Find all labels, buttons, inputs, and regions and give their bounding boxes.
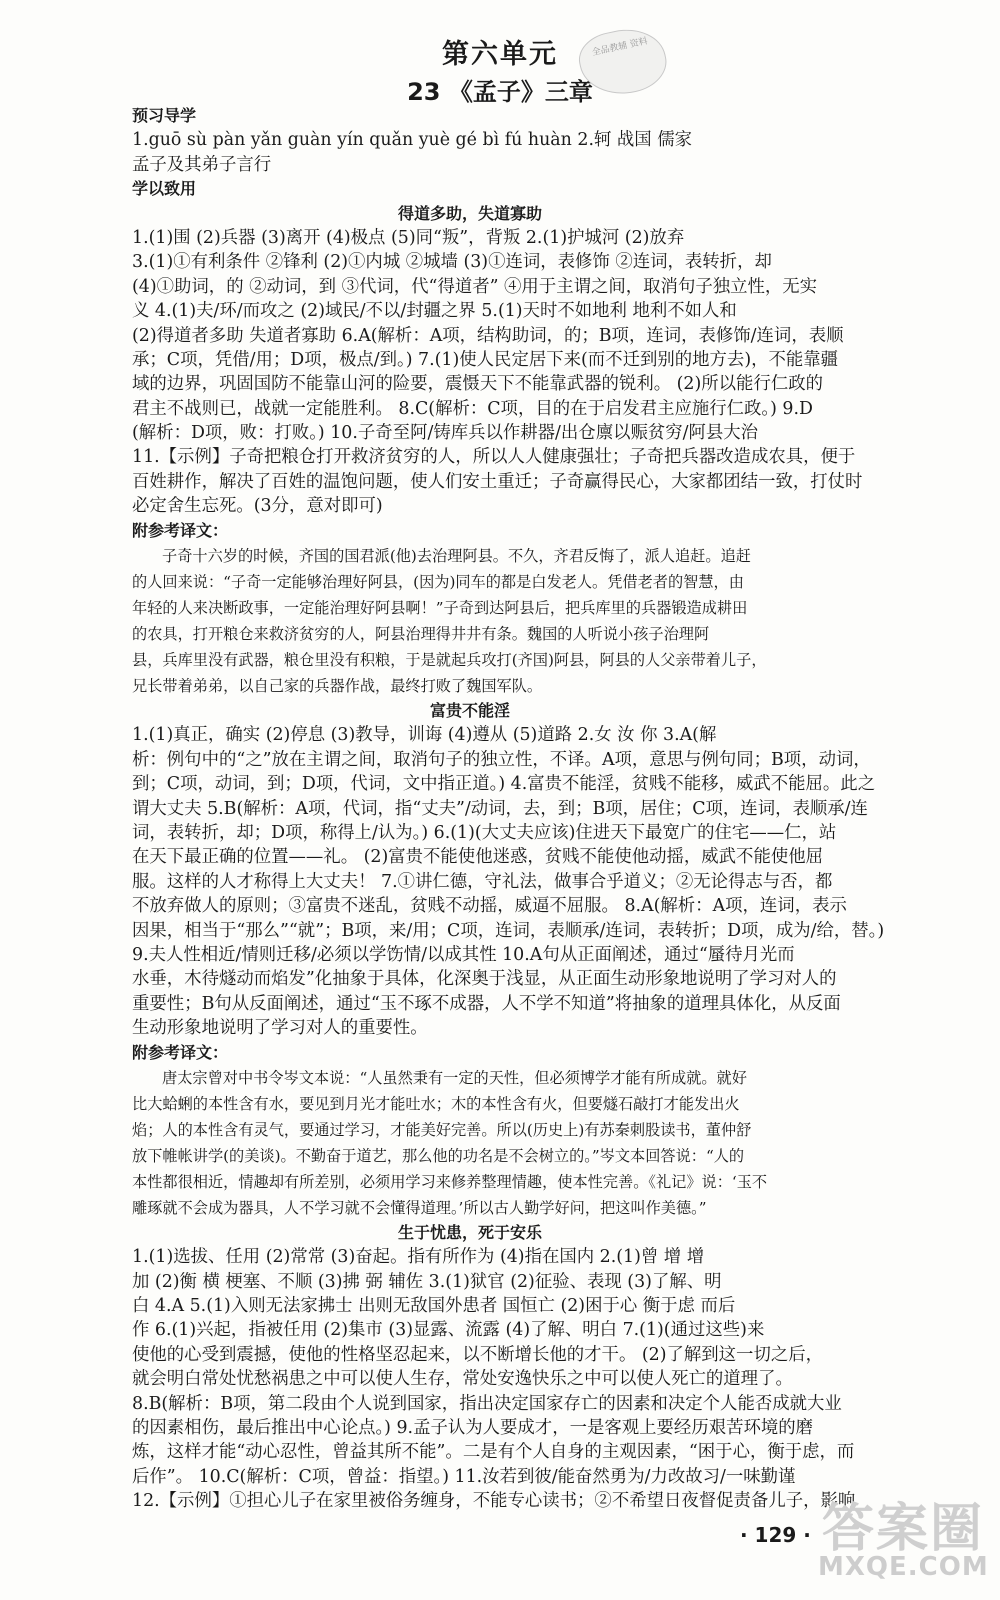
- answer-line: (解析：D项，败：打败。) 10.子奇至阿/铸库兵以作耕器/出仓廪以赈贫穷/阿县大治: [132, 423, 759, 444]
- answer-line: 1.(1)真正，确实 (2)停息 (3)教导，训诲 (4)遵从 (5)道路 2.女 汝 你 3.A(解: [132, 725, 717, 746]
- answer-line: 1.(1)围 (2)兵器 (3)离开 (4)极点 (5)同“叛”，背叛 2.(1)护城河 (2)放弃: [132, 227, 685, 248]
- watermark-logo-text: 答案圈: [822, 1499, 985, 1559]
- answer-line: 就会明白常处忧愁祸患之中可以使人生存，常处安逸快乐之中可以使人死亡的道理了。: [132, 1369, 793, 1390]
- answer-line: 君主不战则已，战就一定能胜利。 8.C(解析：C项，目的在于启发君主应施行仁政。) 9.D: [132, 398, 813, 419]
- answer-line: 3.(1)①有利条件 ②锋利 (2)①内城 ②城墙 (3)①连词，表修饰 ②连词，表转折，却: [132, 252, 772, 273]
- answer-line: 必定舍生忘死。(3分，意对即可): [132, 496, 383, 517]
- answer-line: 本性都很相近，情趣却有所差别，必须用学习来修养整理情趣，使本性完善。《礼记》说：‘玉不: [132, 1172, 768, 1191]
- answer-line: 作 6.(1)兴起，指被任用 (2)集市 (3)显露、流露 (4)了解、明白 7.(1)(通过这些)来: [132, 1320, 765, 1341]
- answer-line: 加 (2)衡 横 梗塞、不顺 (3)拂 弼 辅佐 3.(1)狱官 (2)征验、表现 (3)了解、明: [132, 1271, 722, 1292]
- answer-line: 唐太宗曾对中书令岑文本说：“人虽然秉有一定的天性，但必须博学才能有所成就。就好: [162, 1068, 747, 1087]
- section-heading: 富贵不能淫: [429, 701, 510, 721]
- answer-line: 的因素相伤，最后推出中心论点。) 9.孟子认为人要成才，一是客观上要经历艰苦环境的磨: [132, 1418, 814, 1439]
- answer-line: 重要性；B句从反面阐述，通过“玉不琢不成器，人不学不知道”将抽象的道理具体化，从反面: [132, 993, 841, 1014]
- answer-line: 使他的心受到震撼，使他的性格坚忍起来，以不断增长他的才干。 (2)了解到这一切之后，: [132, 1344, 824, 1365]
- section-heading: 生于忧患，死于安乐: [397, 1222, 542, 1242]
- subsection-label: 附参考译文：: [132, 520, 229, 540]
- subsection-label: 附参考译文：: [132, 1042, 229, 1062]
- section-heading: 得道多助，失道寡助: [397, 203, 542, 223]
- answer-line: 后作”。 10.C(解析：C项，曾益：指望。) 11.汝若到彼/能奋然勇为/力改故习/一味勤谨: [132, 1466, 796, 1487]
- publisher-stamp: 全品教辅 资料: [574, 22, 671, 102]
- answer-line: 承；C项，凭借/用；D项，极点/到。) 7.(1)使人民定居下来(而不迁到别的地方去)，不能靠疆: [132, 349, 839, 370]
- answer-line: 年轻的人来决断政事，一定能治理好阿县啊！”子奇到达阿县后，把兵库里的兵器锻造成耕田: [132, 599, 748, 618]
- answer-line: 1.(1)选拔、任用 (2)常常 (3)奋起。指有所作为 (4)指在国内 2.(1)曾 增 增: [132, 1247, 705, 1268]
- answer-body: [132, 104, 885, 1514]
- answer-line: 到；C项，动词，到；D项，代词，文中指正道。) 4.富贵不能淫，贫贱不能移，威武不能屈。此之: [132, 774, 876, 795]
- answer-line: 焰；人的本性含有灵气，要通过学习，才能美好完善。所以(历史上)有苏秦刺股读书，董仲舒: [132, 1120, 752, 1139]
- unit-title: 第六单元: [442, 39, 558, 70]
- answer-line: 因果，相当于“那么”“就”；B项，来/用；C项，连词，表顺承/连词，表转折；D项，成为/给，替。): [132, 920, 885, 941]
- answer-line: (4)①助词，的 ②动词，到 ③代词，代“得道者” ④用于主谓之间，取消句子独立性，无实: [132, 276, 818, 297]
- answer-line: (2)得道者多助 失道者寡助 6.A(解析：A项，结构助词，的；B项，连词，表修饰/连词，表顺: [132, 325, 844, 346]
- answer-line: 白 4.A 5.(1)入则无法家拂士 出则无敌国外患者 国恒亡 (2)困于心 衡于虑 而后: [132, 1296, 736, 1317]
- answer-line: 子奇十六岁的时候，齐国的国君派(他)去治理阿县。不久，齐君反悔了，派人追赶。追赶: [162, 547, 751, 566]
- watermark-url: MXQE.COM: [818, 1552, 989, 1582]
- answer-line: 词，表转折，却；D项，称得上/认为。) 6.(1)(大丈夫应该)住进天下最宽广的住宅——仁，站: [132, 822, 837, 843]
- answer-line: 12.【示例】①担心儿子在家里被俗务缠身，不能专心读书；②不希望日夜督促责备儿子，影响: [132, 1491, 856, 1512]
- answer-line: 谓大丈夫 5.B(解析：A项，代词，指“丈夫”/动词，去，到；B项，居住；C项，连词，表顺承/连: [132, 798, 868, 819]
- answer-line: 11.【示例】子奇把粮仓打开救济贫穷的人，所以人人健康强壮；子奇把兵器改造成农具，便于: [132, 447, 856, 468]
- answer-line: 孟子及其弟子言行: [132, 154, 272, 175]
- answer-line: 义 4.(1)夫/环/而攻之 (2)域民/不以/封疆之界 5.(1)天时不如地利 地利不如人和: [132, 301, 737, 322]
- answer-line: 县，兵库里没有武器，粮仓里没有积粮，于是就起兵攻打(齐国)阿县，阿县的人父亲带着儿子，: [132, 651, 767, 670]
- answer-line: 的农具，打开粮仓来救济贫穷的人，阿县治理得井井有条。魏国的人听说小孩子治理阿: [132, 625, 710, 644]
- answer-line: 不放弃做人的原则；③富贵不迷乱，贫贱不动摇，威逼不屈服。 8.A(解析：A项，连词，表示: [132, 896, 847, 917]
- answer-line: 在天下最正确的位置——礼。 (2)富贵不能使他迷惑，贫贱不能使他动摇，威武不能使他屈: [132, 847, 824, 868]
- answer-line: 放下帷帐讲学(的美谈)。不勤奋于道艺，那么他的功名是不会树立的。”岑文本回答说：“人的: [132, 1146, 745, 1165]
- answer-line: 炼，这样才能“动心忍性，曾益其所不能”。二是有个人自身的主观因素，“困于心，衡于虑，而: [132, 1442, 855, 1463]
- answer-line: 比大蛤蜊的本性含有水，要见到月光才能吐水；木的本性含有火，但要燧石敲打才能发出火: [132, 1094, 740, 1113]
- answer-line: 析：例句中的“之”放在主谓之间，取消句子的独立性，不译。A项，意思与例句同；B项，动词，: [132, 749, 871, 770]
- page-number: · 129 ·: [740, 1523, 811, 1547]
- answer-line: 兄长带着弟弟，以自己家的兵器作战，最终打败了魏国军队。: [132, 677, 543, 696]
- answer-line: 服。这样的人才称得上大丈夫！ 7.①讲仁德，守礼法，做事合乎道义；②无论得志与否，都: [132, 871, 833, 892]
- answer-line: 9.夫人性相近/情则迁移/必须以学饬情/以成其性 10.A句从正面阐述，通过“蜃待月光而: [132, 944, 795, 965]
- lesson-title: 23 《孟子》三章: [407, 78, 593, 106]
- answer-line: 生动形象地说明了学习对人的重要性。: [132, 1018, 428, 1039]
- answer-line: 域的边界，巩固国防不能靠山河的险要，震慑天下不能靠武器的锐利。 (2)所以能行仁政的: [132, 374, 824, 395]
- answer-line: 雕琢就不会成为器具，人不学习就不会懂得道理。’所以古人勤学好问，把这叫作美德。”: [132, 1198, 707, 1217]
- site-watermark: [816, 1480, 1000, 1600]
- answer-line: 8.B(解析：B项，第二段由个人说到国家，指出决定国家存亡的因素和决定个人能否成就大业: [132, 1393, 842, 1414]
- answer-line: 1.guō sù pàn yǎn guàn yín quǎn yuè gé bì fú huàn 2.轲 战国 儒家: [132, 130, 692, 151]
- answer-line: 水垂，木待燧动而焰发”化抽象于具体，化深奥于浅显，从正面生动形象地说明了学习对人的: [132, 969, 837, 990]
- subsection-label: 预习导学: [132, 106, 197, 125]
- answer-line: 的人回来说：“子奇一定能够治理好阿县，(因为)同车的都是白发老人。凭借老者的智慧，由: [132, 573, 744, 592]
- subsection-label: 学以致用: [132, 179, 197, 199]
- answer-line: 百姓耕作，解决了百姓的温饱问题，使人们安土重迁；子奇赢得民心，大家都团结一致，打仗时: [132, 471, 863, 492]
